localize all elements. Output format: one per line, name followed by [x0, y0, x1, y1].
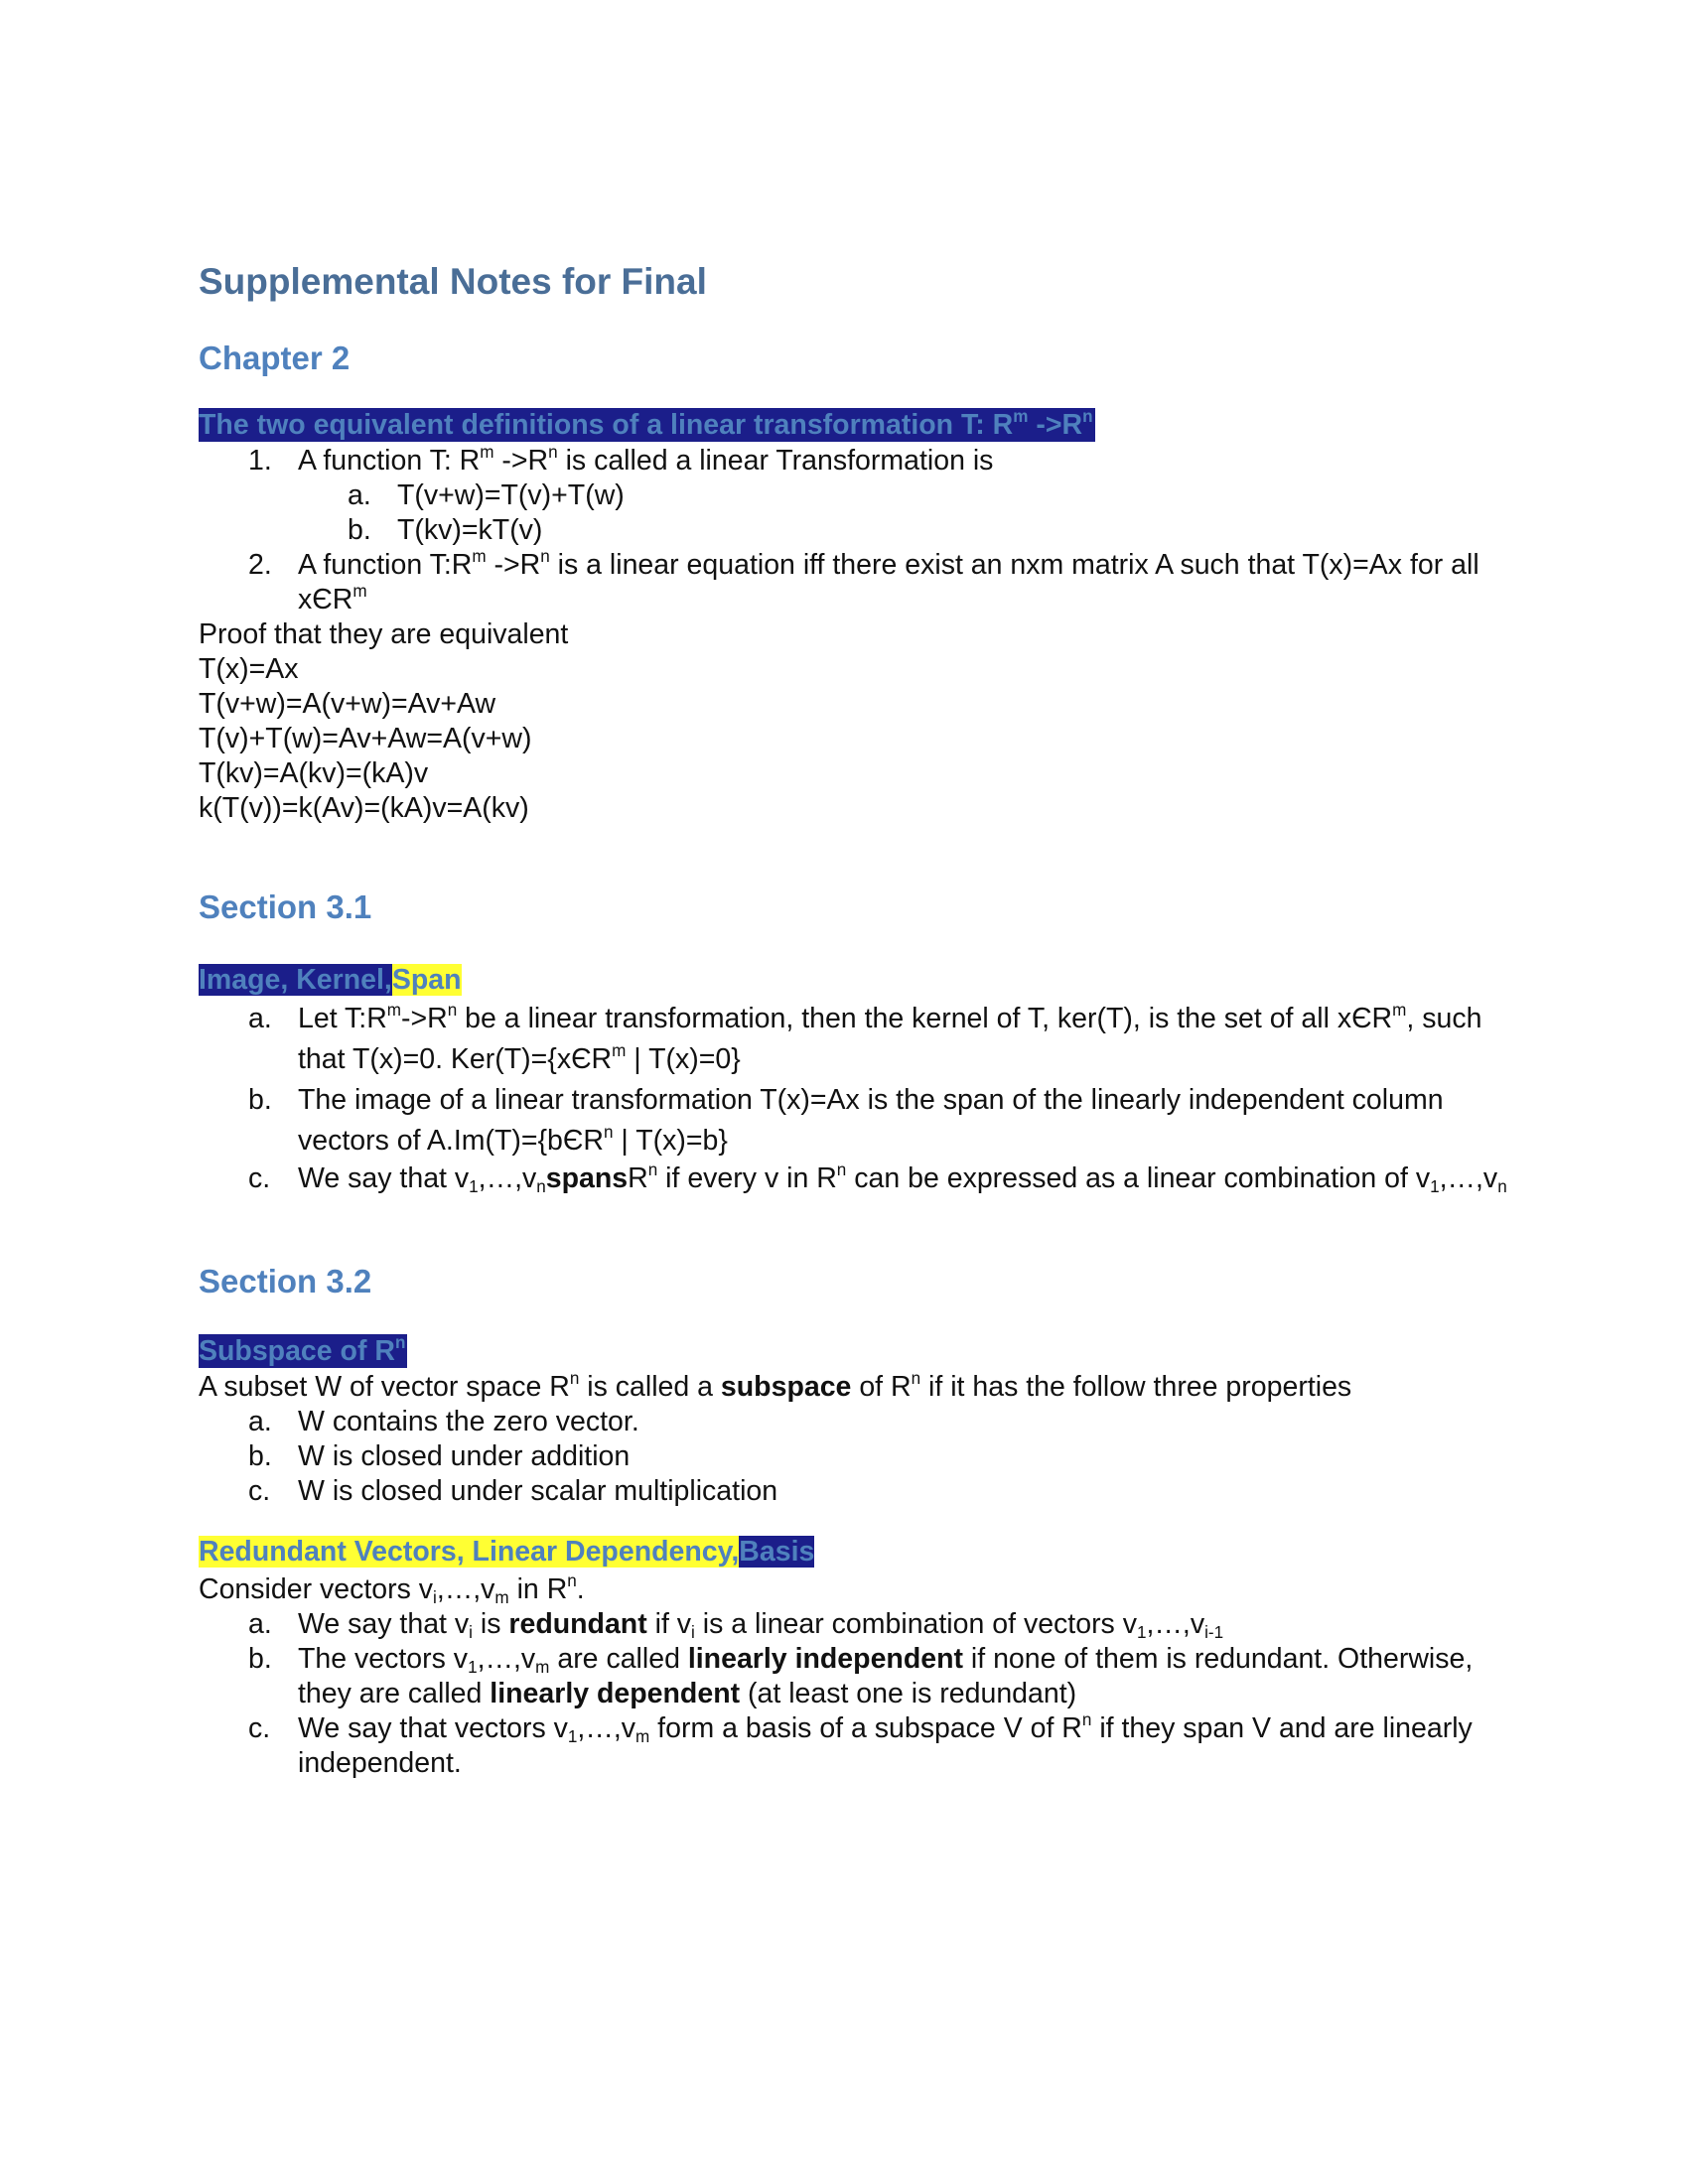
property-item — [248, 1474, 1509, 1509]
list-marker: c. — [248, 1712, 271, 1745]
definition-item-2 — [248, 547, 1509, 617]
proof-line: k(T(v))=k(Av)=(kA)v=A(kv) — [199, 791, 529, 824]
text-run: if they span V and are linearly independent. — [298, 1712, 1473, 1780]
list-marker: a. — [248, 1002, 272, 1034]
text-run: is a linear combination of vectors v — [694, 1608, 1137, 1641]
definition-item-1 — [248, 443, 1509, 548]
proof-line: T(kv)=A(kv)=(kA)v — [199, 756, 429, 789]
property-item — [248, 1405, 1509, 1439]
subscript: m — [494, 1588, 509, 1608]
superscript: n — [447, 1000, 458, 1020]
text-run: of R — [851, 1371, 912, 1404]
text-run: is a linear equation iff there exist an nxm matrix A such that T(x)=Ax for all xЄR — [298, 548, 1479, 615]
superscript: n — [836, 1160, 847, 1179]
list-marker: 2. — [248, 548, 272, 581]
text-run: if none of them is redundant. Otherwise, they are called — [298, 1643, 1474, 1710]
superscript: n — [647, 1160, 658, 1179]
text-run: R — [628, 1161, 648, 1194]
linear-transformation-highlight — [199, 408, 1095, 442]
definition-sublist — [298, 478, 1509, 548]
kernel-item — [248, 999, 1509, 1080]
text-run: form a basis of a subspace V of R — [649, 1712, 1082, 1745]
text-run: The image of a linear transformation T(x)=Ax is the span of the linearly independent column vectors of A.Im(T)={bЄR — [298, 1083, 1444, 1157]
list-marker: 1. — [248, 444, 272, 477]
list-marker: c. — [248, 1475, 271, 1508]
text-run: if it has the follow three properties — [920, 1371, 1352, 1404]
text-run: ,…,v — [477, 1643, 536, 1676]
superscript: n — [567, 1571, 577, 1591]
subscript: 1 — [567, 1727, 578, 1747]
text-run: W is closed under addition — [298, 1440, 631, 1473]
text-run: can be expressed as a linear combination of v — [846, 1161, 1431, 1194]
superscript: n — [394, 1333, 406, 1353]
text-run: T(kv)=kT(v) — [397, 513, 543, 546]
text-run: ,…,v — [1439, 1161, 1498, 1194]
superscript: n — [911, 1369, 921, 1389]
text-run: (at least one is redundant) — [740, 1678, 1077, 1710]
superscript: m — [472, 547, 487, 567]
superscript: n — [603, 1122, 614, 1142]
highlight-yellow: Span — [391, 963, 462, 996]
redundant-vectors-highlight — [199, 1535, 814, 1569]
subspace-properties-list — [199, 1405, 1509, 1509]
text-run: T(v+w)=T(v)+T(w) — [397, 478, 625, 511]
text-run: is called a — [579, 1371, 721, 1404]
highlight-yellow: Redundant Vectors, Linear Dependency, — [199, 1536, 740, 1569]
basis-item — [248, 1710, 1509, 1781]
text-run: is called a linear Transformation is — [557, 444, 994, 477]
superscript: n — [1082, 407, 1093, 427]
text-run: We say that v — [298, 1161, 470, 1194]
text-run: A subset W of vector space R — [199, 1371, 570, 1404]
consider-line — [199, 1572, 1509, 1607]
superscript: n — [548, 443, 558, 463]
proof-line: T(v+w)=A(v+w)=Av+Aw — [199, 687, 496, 720]
subscript: 1 — [468, 1658, 478, 1678]
subscript: i — [433, 1588, 437, 1608]
list-marker: b. — [248, 1643, 272, 1676]
subscript: n — [1497, 1176, 1507, 1196]
document-title: Supplemental Notes for Final — [199, 261, 707, 302]
superscript: m — [480, 443, 494, 463]
section-3-1-heading: Section 3.1 — [199, 887, 372, 925]
text-run: ->R — [493, 444, 549, 477]
subscript: 1 — [1136, 1623, 1147, 1643]
text-run: if every v in R — [657, 1161, 837, 1194]
superscript: m — [1013, 407, 1029, 427]
chapter-2-heading: Chapter 2 — [199, 340, 351, 377]
text-run: A function T:R — [298, 548, 473, 581]
subspace-intro — [199, 1370, 1509, 1405]
subscript: i — [469, 1623, 473, 1643]
list-marker: b. — [348, 513, 371, 546]
highlight-dark: Image, Kernel, — [199, 963, 392, 996]
subscript: m — [635, 1727, 650, 1747]
text-run: if v — [646, 1608, 692, 1641]
text-run: Consider vectors v — [199, 1573, 434, 1606]
text-run: W is closed under scalar multiplication — [298, 1475, 778, 1508]
list-marker: b. — [248, 1083, 272, 1116]
superscript: n — [540, 547, 550, 567]
bold-term: spans — [545, 1161, 629, 1194]
span-item — [248, 1160, 1509, 1196]
text-run: ->R — [486, 548, 541, 581]
text-run: are called — [549, 1643, 688, 1676]
subscript: i — [691, 1623, 695, 1643]
linear-independence-item — [248, 1642, 1509, 1711]
subscript: 1 — [1430, 1176, 1440, 1196]
bold-term: redundant — [508, 1608, 647, 1641]
text-run: is — [472, 1608, 509, 1641]
proof-line: Proof that they are equivalent — [199, 617, 569, 650]
proof-line: T(x)=Ax — [199, 652, 299, 685]
superscript: m — [612, 1040, 627, 1060]
text-run: in R — [508, 1573, 568, 1606]
property-item — [248, 1439, 1509, 1474]
text-run: The vectors v — [298, 1643, 469, 1676]
sub-item-b — [348, 513, 1509, 548]
superscript: n — [569, 1369, 580, 1389]
highlight-text: The two equivalent definitions of a linear transformation T: R — [199, 408, 1014, 441]
text-run: . — [576, 1573, 585, 1606]
list-marker: a. — [248, 1608, 272, 1641]
text-run: ,…,v — [1146, 1608, 1205, 1641]
text-run: Let T:R — [298, 1002, 387, 1034]
text-run: , such that T(x)=0. Ker(T)={xЄR — [298, 1002, 1482, 1075]
text-run: be a linear transformation, then the kernel of T, ker(T), is the set of all xЄR — [457, 1002, 1393, 1034]
list-marker: c. — [248, 1161, 271, 1194]
text-run: W contains the zero vector. — [298, 1406, 639, 1438]
text-run: ,…,v — [436, 1573, 495, 1606]
text-run: A function T: R — [298, 444, 481, 477]
subscript: 1 — [469, 1176, 479, 1196]
text-run: We say that v — [298, 1608, 470, 1641]
subscript: m — [535, 1658, 550, 1678]
list-marker: a. — [248, 1406, 272, 1438]
section-3-2-heading: Section 3.2 — [199, 1262, 372, 1299]
image-kernel-list — [199, 999, 1509, 1196]
highlight-arrow: ->R — [1028, 408, 1083, 441]
superscript: m — [1392, 1000, 1407, 1020]
superscript: n — [1081, 1710, 1092, 1730]
proof-block — [199, 617, 1509, 826]
subspace-highlight — [199, 1334, 407, 1368]
text-run: We say that vectors v — [298, 1712, 568, 1745]
definitions-list — [199, 444, 1509, 617]
text-run: ,…,v — [577, 1712, 636, 1745]
subscript: i-1 — [1204, 1623, 1224, 1643]
redundant-item — [248, 1607, 1509, 1643]
image-item — [248, 1080, 1509, 1161]
bold-term: subspace — [720, 1371, 852, 1404]
bold-term: linearly independent — [687, 1643, 963, 1676]
subscript: n — [536, 1176, 546, 1196]
superscript: m — [352, 582, 367, 602]
highlight-text: Subspace of R — [199, 1335, 395, 1368]
redundancy-list — [199, 1607, 1509, 1781]
text-run: | T(x)=0} — [626, 1042, 741, 1075]
proof-line: T(v)+T(w)=Av+Aw=A(v+w) — [199, 722, 532, 754]
list-marker: b. — [248, 1440, 272, 1473]
list-marker: a. — [348, 478, 371, 511]
highlight-dark: Basis — [739, 1536, 815, 1569]
text-run: | T(x)=b} — [613, 1124, 728, 1157]
text-run: ->R — [401, 1002, 448, 1034]
image-kernel-span-highlight — [199, 963, 462, 997]
text-run: ,…,v — [478, 1161, 537, 1194]
sub-item-a — [348, 478, 1509, 513]
document-page — [199, 260, 1509, 1781]
superscript: m — [386, 1000, 402, 1020]
bold-term: linearly dependent — [490, 1678, 741, 1710]
